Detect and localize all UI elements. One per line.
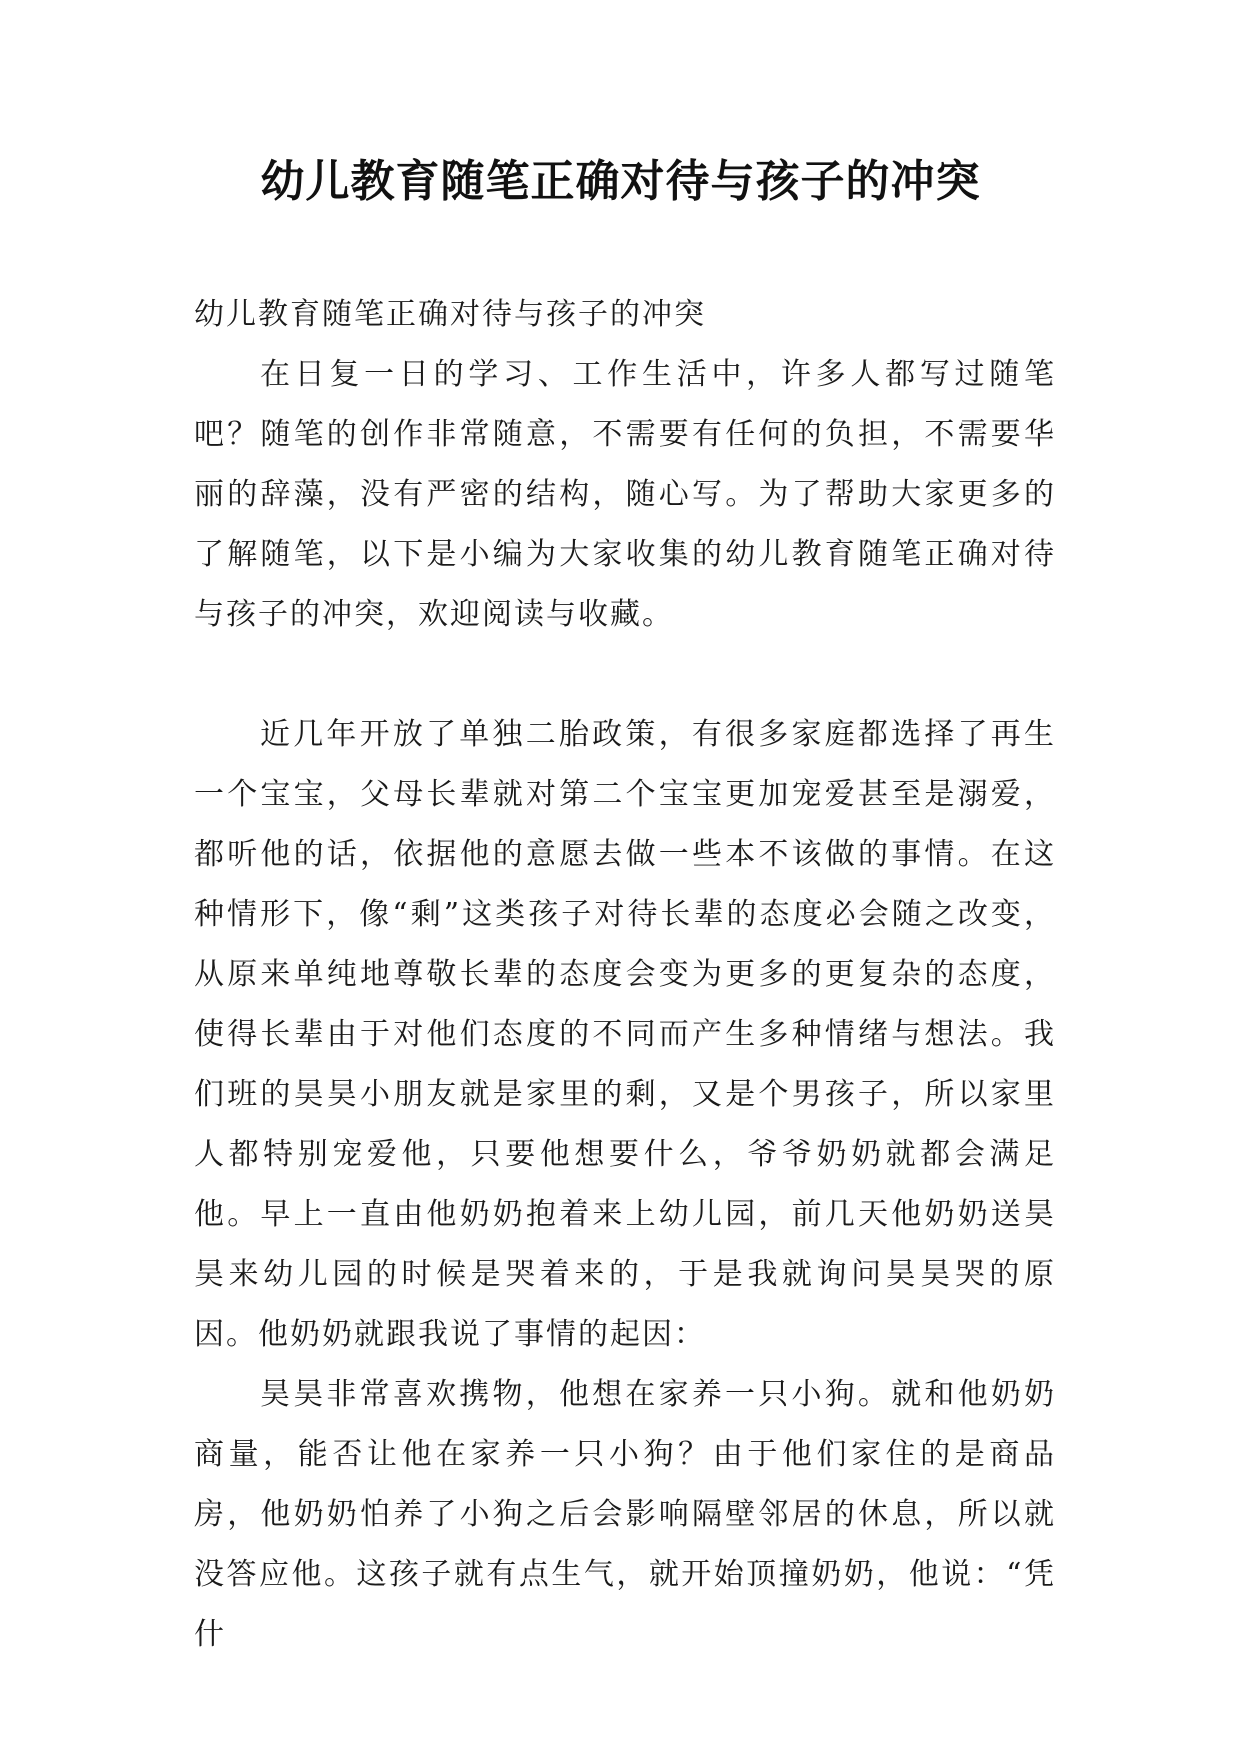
document-subtitle: 幼儿教育随笔正确对待与孩子的冲突 — [194, 297, 706, 332]
document-body — [194, 285, 1056, 1665]
paragraph-dog: 昊昊非常喜欢携物，他想在家养一只小狗。就和他奶奶商量，能否让他在家养一只小狗？由于他们家住的是商品房，他奶奶怕养了小狗之后会影响隔壁邻居的休息，所以就没答应他。这孩子就有点生气，就开始顶撞奶奶，他说：“凭什 — [194, 1377, 1056, 1652]
document-title: 幼儿教育随笔正确对待与孩子的冲突 — [260, 156, 981, 207]
paragraph-story: 近几年开放了单独二胎政策，有很多家庭都选择了再生一个宝宝，父母长辈就对第二个宝宝更加宠爱甚至是溺爱，都听他的话，依据他的意愿去做一些本不该做的事情。在这种情形下，像“剩”这类孩子对待长辈的态度必会随之改变，从原来单纯地尊敬长辈的态度会变为更多的更复杂的态度，使得长辈由于对他们态度的不同而产生多种情绪与想法。我们班的昊昊小朋友就是家里的剩，又是个男孩子，所以家里人都特别宠爱他，只要他想要什么，爷爷奶奶就都会满足他。早上一直由他奶奶抱着来上幼儿园，前几天他奶奶送昊昊来幼儿园的时候是哭着来的，于是我就询问昊昊哭的原因。他奶奶就跟我说了事情的起因： — [194, 717, 1056, 1352]
paragraph-intro: 在日复一日的学习、工作生活中，许多人都写过随笔吧？随笔的创作非常随意，不需要有任何的负担，不需要华丽的辞藻，没有严密的结构，随心写。为了帮助大家更多的了解随笔，以下是小编为大家收集的幼儿教育随笔正确对待与孩子的冲突，欢迎阅读与收藏。 — [194, 357, 1056, 632]
blank-line — [194, 645, 1056, 705]
